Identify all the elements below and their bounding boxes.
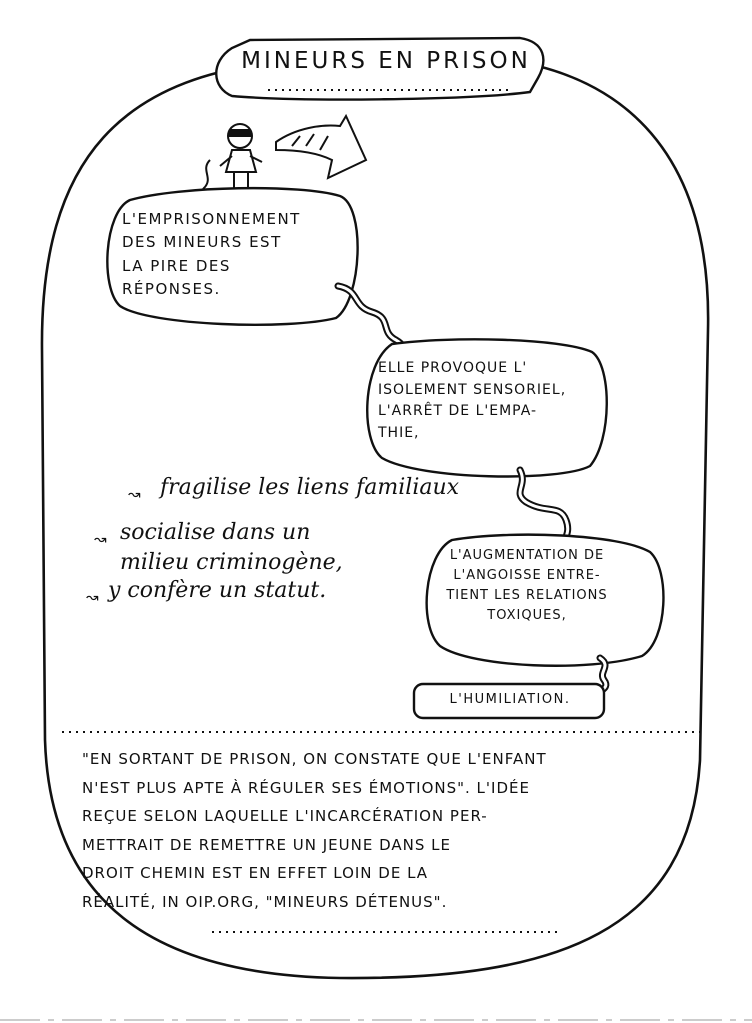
script-note-1: fragilise les liens familiaux bbox=[160, 475, 460, 500]
bubble-2-text: ELLE PROVOQUE L' ISOLEMENT SENSORIEL, L'ARRÊT DE L'EMPA- THIE, bbox=[378, 360, 567, 442]
note-arrow-icon: ↝ bbox=[94, 530, 107, 548]
curved-arrow-icon bbox=[276, 116, 366, 178]
page-title: MINEURS EN PRISON bbox=[241, 48, 531, 74]
script-note-4: y confère un statut. bbox=[108, 578, 327, 603]
source-quote: "EN SORTANT DE PRISON, ON CONSTATE QUE L'ENFANT N'EST PLUS APTE À RÉGULER SES ÉMOTIONS". L'IDÉE REÇUE SELON LAQUELLE L'INCARCÉRATION PER- METTRAIT DE REMETTRE UN JEUNE DANS LE DROIT CHEMIN EST EN EFFET LOIN DE LA RÉALITÉ, IN OIP.ORG, "MINEURS DÉTENUS". bbox=[82, 750, 547, 911]
bubble-4-text: L'HUMILIATION. bbox=[449, 692, 571, 707]
script-note-2: socialise dans un bbox=[120, 520, 311, 545]
bubble-1-text: L'EMPRISONNEMENT DES MINEURS EST LA PIRE DES RÉPONSES. bbox=[122, 210, 301, 298]
script-note-3: milieu criminogène, bbox=[120, 550, 343, 575]
bubble-3-text: L'AUGMENTATION DE L'ANGOISSE ENTRE- TIENT LES RELATIONS TOXIQUES, bbox=[446, 548, 608, 624]
note-arrow-icon: ↝ bbox=[86, 588, 99, 606]
note-arrow-icon: ↝ bbox=[128, 485, 141, 503]
